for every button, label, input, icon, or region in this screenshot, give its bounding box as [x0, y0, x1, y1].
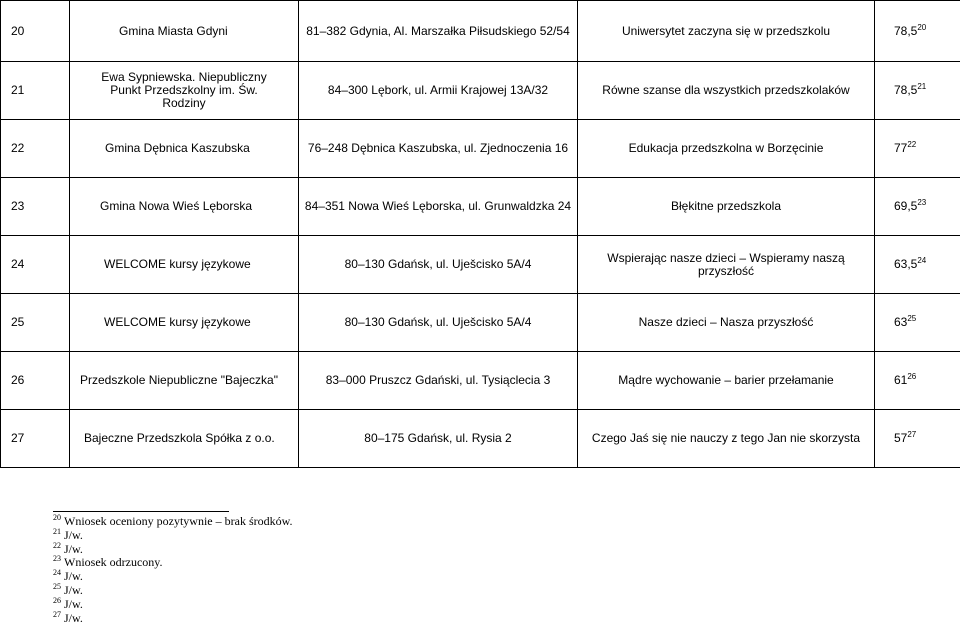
footnotes: [53, 515, 293, 625]
applicant-address: 80–130 Gdańsk, ul. Uješcisko 5A/4: [299, 294, 578, 352]
applicant-name: Gmina Miasta Gdyni: [70, 1, 299, 62]
score-cell: [875, 120, 960, 178]
footnote-ref: 21: [917, 82, 927, 91]
footnote-text: J/w.: [64, 569, 83, 584]
applicant-address: 84–300 Lębork, ul. Armii Krajowej 13A/32: [299, 62, 578, 120]
applicant-address: 80–130 Gdańsk, ul. Uješcisko 5A/4: [299, 236, 578, 294]
score-cell: [875, 178, 960, 236]
table-row: [1, 62, 960, 120]
project-title: Błękitne przedszkola: [578, 178, 875, 236]
score-cell: [875, 294, 960, 352]
footnote: [53, 556, 293, 570]
score-value: 63: [894, 315, 908, 329]
table-row: [1, 120, 960, 178]
project-title: Mądre wychowanie – barier przełamanie: [578, 352, 875, 410]
footnote: [53, 570, 293, 584]
footnote-ref: 20: [917, 22, 927, 32]
score-value: 78,5: [894, 83, 918, 97]
footnote-ref: 25: [907, 314, 917, 323]
score-cell: [875, 62, 960, 120]
footnote-text: Wniosek odrzucony.: [64, 555, 163, 570]
footnote: [53, 581, 293, 598]
table-row: [1, 236, 960, 294]
footnote-number: 26: [53, 595, 61, 605]
applicant-name: WELCOME kursy językowe: [70, 236, 299, 294]
footnote: [53, 595, 293, 612]
applicant-address: 83–000 Pruszcz Gdański, ul. Tysiąclecia 3: [299, 352, 578, 410]
row-number: 26: [1, 352, 70, 410]
applicant-name: Gmina Nowa Wieś Lęborska: [70, 178, 299, 236]
footnote-number: 23: [53, 554, 61, 564]
applicant-address: 80–175 Gdańsk, ul. Rysia 2: [299, 410, 578, 468]
applicant-name: Bajeczne Przedszkola Spółka z o.o.: [70, 410, 299, 468]
footnote-number: 21: [53, 526, 61, 536]
table-row: [1, 178, 960, 236]
score-value: 57: [894, 431, 908, 445]
applicant-address: 84–351 Nowa Wieś Lęborska, ul. Grunwaldzka 24: [299, 178, 578, 236]
footnote: [53, 526, 293, 543]
project-title: Czego Jaś się nie nauczy z tego Jan nie skorzysta: [578, 410, 875, 468]
footnote-number: 20: [53, 513, 61, 522]
footnote: [53, 609, 293, 626]
footnote-number: 25: [53, 581, 61, 591]
row-number: 24: [1, 236, 70, 294]
footnote-ref: 23: [917, 198, 927, 207]
footnote: [53, 515, 293, 529]
score-value: 63,5: [894, 257, 918, 271]
footnote-number: 22: [53, 540, 61, 550]
footnote-text: J/w.: [64, 582, 83, 597]
applicant-address: 81–382 Gdynia, Al. Marszałka Piłsudskiego 52/54: [299, 1, 578, 62]
row-number: 21: [1, 62, 70, 120]
footnote-text: J/w.: [64, 541, 83, 556]
row-number: 20: [1, 1, 70, 62]
footnote-text: J/w.: [64, 610, 83, 625]
score-cell: [875, 410, 960, 468]
applicant-name: Gmina Dębnica Kaszubska: [70, 120, 299, 178]
footnote-text: J/w.: [64, 596, 83, 611]
footnote-ref: 22: [907, 140, 917, 149]
footnote-ref: 27: [907, 430, 917, 439]
table-row: [1, 294, 960, 352]
score-cell: [875, 236, 960, 294]
applicant-name: Ewa Sypniewska. Niepubliczny Punkt Przedszkolny im. Św. Rodziny: [70, 62, 299, 120]
project-title: Nasze dzieci – Nasza przyszłość: [578, 294, 875, 352]
table-row: [1, 410, 960, 468]
applicant-name: WELCOME kursy językowe: [70, 294, 299, 352]
project-title: Edukacja przedszkolna w Borzęcinie: [578, 120, 875, 178]
project-title: Równe szanse dla wszystkich przedszkolaków: [578, 62, 875, 120]
row-number: 22: [1, 120, 70, 178]
score-value: 77: [894, 141, 908, 155]
footnote-ref: 24: [917, 256, 927, 265]
applicant-address: 76–248 Dębnica Kaszubska, ul. Zjednoczenia 16: [299, 120, 578, 178]
score-value: 61: [894, 373, 908, 387]
footnote-ref: 26: [907, 372, 917, 381]
footnote-number: 24: [53, 568, 61, 578]
score-value: 69,5: [894, 199, 918, 213]
table-row: [1, 352, 960, 410]
footnote-separator: [53, 511, 229, 512]
project-title: Wspierając nasze dzieci – Wspieramy naszą przyszłość: [578, 236, 875, 294]
row-number: 25: [1, 294, 70, 352]
row-number: 23: [1, 178, 70, 236]
footnote-text: J/w.: [64, 527, 83, 542]
score-cell: [875, 352, 960, 410]
applicant-name: Przedszkole Niepubliczne "Bajeczka": [70, 352, 299, 410]
score-cell: [875, 1, 960, 62]
footnote-number: 27: [53, 609, 61, 619]
score-value: 78,5: [894, 23, 918, 38]
row-number: 27: [1, 410, 70, 468]
footnote-text: Wniosek oceniony pozytywnie – brak środków.: [64, 514, 293, 528]
table-row: [1, 1, 960, 62]
project-title: Uniwersytet zaczyna się w przedszkolu: [578, 1, 875, 62]
